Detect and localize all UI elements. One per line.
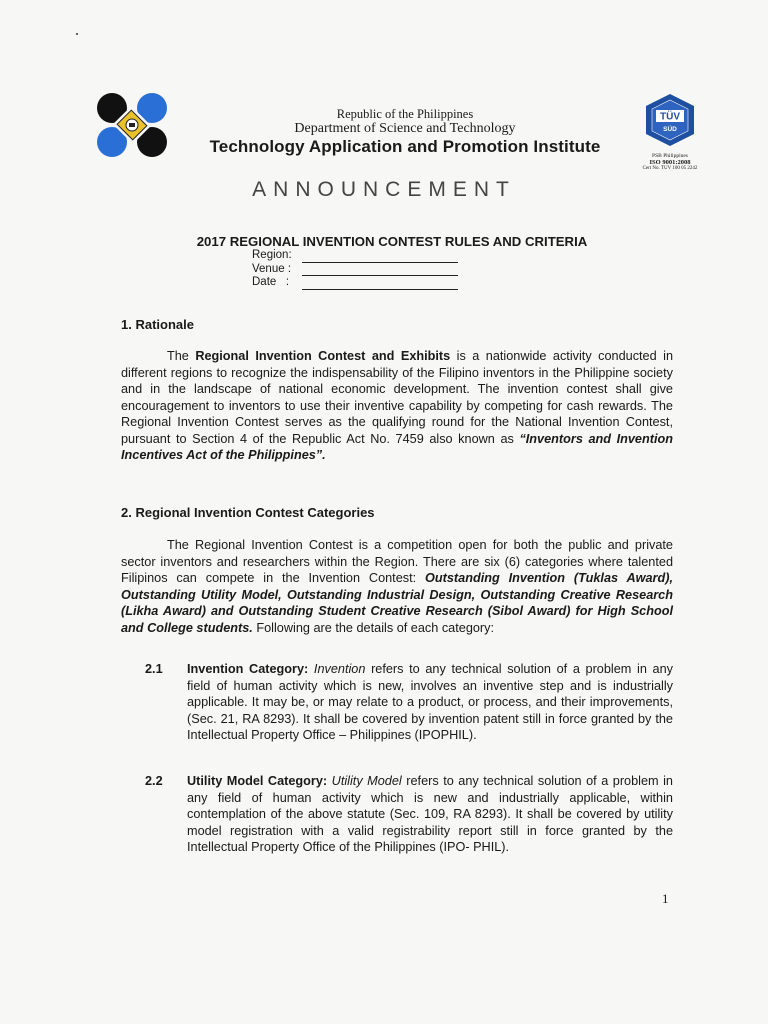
category-title: Invention Category: <box>187 662 309 676</box>
rationale-paragraph <box>121 348 673 464</box>
republic-line: Republic of the Philippines <box>336 107 474 121</box>
venue-blank <box>302 265 458 276</box>
tapi-logo <box>96 92 168 158</box>
announcement-title: ANNOUNCEMENT <box>252 178 516 201</box>
section-heading-rationale: 1. Rationale <box>121 317 194 332</box>
categories-lead: The Regional Invention Contest is a competition open for both the public and private sector inventors and researchers within the Region. There are six (6) categories where talented Filipinos can compete in the Invention Contest: <box>121 538 673 585</box>
tuv-sub-text: SÜD <box>663 126 677 133</box>
category-text: refers to any technical solution of a problem in any field of human activity which is new, involves an inventive step and is industrially applicable. It may be, or may relate to a product, or process, and their improvements, (Sec. 21, RA 8293). It shall be covered by invention patent still in force granted by the Intellectual Property Office – Philippines (IPOPHIL). <box>187 662 673 742</box>
tuv-logo-text: TÜV <box>660 111 680 123</box>
rationale-act-title: “Inventors and Invention Incentives Act of the Philippines”. <box>121 431 673 462</box>
event-details <box>252 249 458 290</box>
venue-label: Venue : <box>252 262 292 275</box>
category-term: Utility Model <box>331 774 402 788</box>
scan-speck <box>76 33 78 35</box>
region-row <box>252 249 458 263</box>
category-item-utility-model <box>121 773 673 856</box>
letterhead <box>180 108 630 157</box>
region-blank <box>302 252 458 263</box>
venue-row <box>252 263 458 277</box>
category-number: 2.2 <box>145 774 163 788</box>
department-line: Department of Science and Technology <box>294 121 516 136</box>
tuv-caption: PSB Philippines <box>652 153 688 159</box>
categories-tail: Following are the details of each category: <box>252 620 495 635</box>
section-heading-categories: 2. Regional Invention Contest Categories <box>121 505 375 520</box>
category-description <box>187 773 673 856</box>
rationale-lead: The <box>167 349 196 363</box>
contest-title: 2017 REGIONAL INVENTION CONTEST RULES AND CRITERIA <box>196 234 588 249</box>
page-number: 1 <box>662 891 669 906</box>
rationale-bold: Regional Invention Contest and Exhibits <box>195 349 451 363</box>
category-number: 2.1 <box>145 662 163 676</box>
certificate-number: Cert No. TUV 100 05 2242 <box>642 166 698 171</box>
category-term: Invention <box>313 662 366 676</box>
tuv-certification <box>630 92 710 172</box>
category-description <box>187 661 673 744</box>
date-blank <box>302 279 458 290</box>
rationale-body: is a nationwide activity conducted in different regions to recognize the indispensability of the Filipino inventors in the Philippine society and in the landscape of national economic development. The invention contest shall give encouragement to inventors to use their inventive capability by competing for cash rewards. The Regional Invention Contest serves as the qualifying round for the National Invention Contest, pursuant to Section 4 of the Republic Act No. 7459 also known as <box>121 349 673 446</box>
iso-standard: ISO 9001:2008 <box>649 159 691 166</box>
date-row <box>252 276 458 290</box>
tuv-logo <box>639 92 701 148</box>
categories-paragraph <box>121 537 673 636</box>
category-text: refers to any technical solution of a problem in any field of human activity which is new and industrially applicable, within contemplation of the above statute (Sec. 109, RA 8293). It shall be covered by utility model registration with a valid registrability report still in force granted by the Intellectual Property Office of the Philippines (IPO- PHIL). <box>187 774 673 854</box>
categories-list: Outstanding Invention (Tuklas Award), Outstanding Utility Model, Outstanding Industrial Design, Outstanding Creative Research (Likha Award) and Outstanding Student Creative Research (Sibol Award) for High School and College students. <box>121 571 673 635</box>
date-label: Date : <box>252 276 290 288</box>
institute-name: Technology Application and Promotion Institute <box>209 137 601 156</box>
region-label: Region: <box>252 249 292 261</box>
category-item-invention <box>121 661 673 744</box>
category-title: Utility Model Category: <box>187 774 328 788</box>
